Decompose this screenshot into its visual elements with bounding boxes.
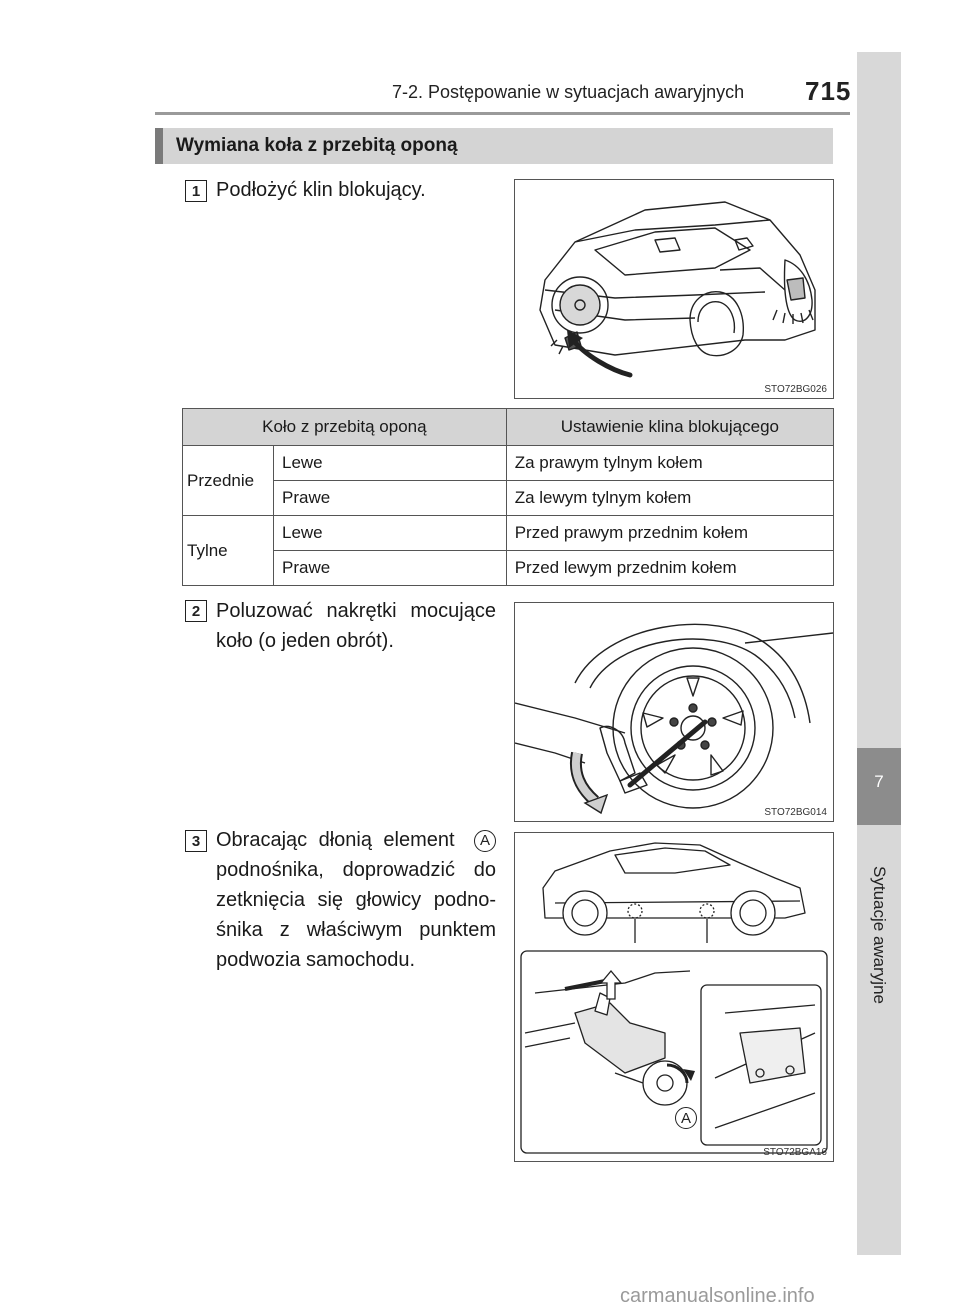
step-3-badge: 3 [185, 830, 207, 852]
step-2-text: Poluzować nakrętki mocujące koło (o jeden obrót). [216, 600, 496, 652]
running-header: 7-2. Postępowanie w sytuacjach awaryjnych [392, 82, 745, 102]
table-cell-side: Lewe [274, 516, 507, 551]
figure-jack-point [514, 832, 834, 1162]
chapter-number: 7 [874, 772, 884, 791]
table-cell-position: Za prawym tylnym kołem [506, 446, 833, 481]
table-row [183, 446, 834, 481]
table-group-front: Przednie [183, 446, 274, 516]
table-row [183, 481, 834, 516]
step-2-badge: 2 [185, 600, 207, 622]
chapter-title: Sytuacje awaryjne [870, 866, 889, 1004]
table-header-punctured-wheel: Koło z przebitą oponą [183, 409, 507, 446]
header-rule [155, 112, 850, 115]
callout-a-inline: A [474, 830, 496, 852]
callout-a-figure: A [675, 1107, 697, 1129]
watermark: carmanualsonline.info [620, 1285, 815, 1307]
step-3-text-before: Obracając dłonią element [216, 829, 455, 851]
step-3-text-after: podnośnika, doprowadzić do zetknięcia się głowicy podno-śnika z właściwym punktem podwozia samochodu. [216, 859, 496, 971]
table-cell-position: Przed prawym przednim kołem [506, 516, 833, 551]
table-header-row [183, 409, 834, 446]
step-1-badge: 1 [185, 180, 207, 202]
step-3-text [216, 825, 496, 975]
table-group-rear: Tylne [183, 516, 274, 586]
figure-3-code: STO72BGA16 [763, 1147, 827, 1158]
figure-2-code: STO72BG014 [764, 807, 827, 818]
table-cell-side: Prawe [274, 481, 507, 516]
figure-loosen-nuts [514, 602, 834, 822]
section-title-accent [155, 128, 163, 164]
figure-1-code: STO72BG026 [764, 384, 827, 395]
figure-wheel-chock [514, 179, 834, 399]
step-1-text: Podłożyć klin blokujący. [216, 179, 426, 201]
table-row [183, 516, 834, 551]
car-front-illustration [515, 180, 833, 398]
table-cell-position: Za lewym tylnym kołem [506, 481, 833, 516]
table-cell-position: Przed lewym przednim kołem [506, 551, 833, 586]
wheel-wrench-illustration [515, 603, 833, 821]
section-title: Wymiana koła z przebitą oponą [176, 135, 458, 156]
jack-illustration [515, 833, 833, 1161]
table-cell-side: Lewe [274, 446, 507, 481]
table-row [183, 551, 834, 586]
table-cell-side: Prawe [274, 551, 507, 586]
table-header-chock-position: Ustawienie klina blokującego [506, 409, 833, 446]
chapter-sidebar [857, 52, 901, 1255]
page-number: 715 [805, 76, 852, 106]
wheel-chock-table [182, 408, 834, 586]
